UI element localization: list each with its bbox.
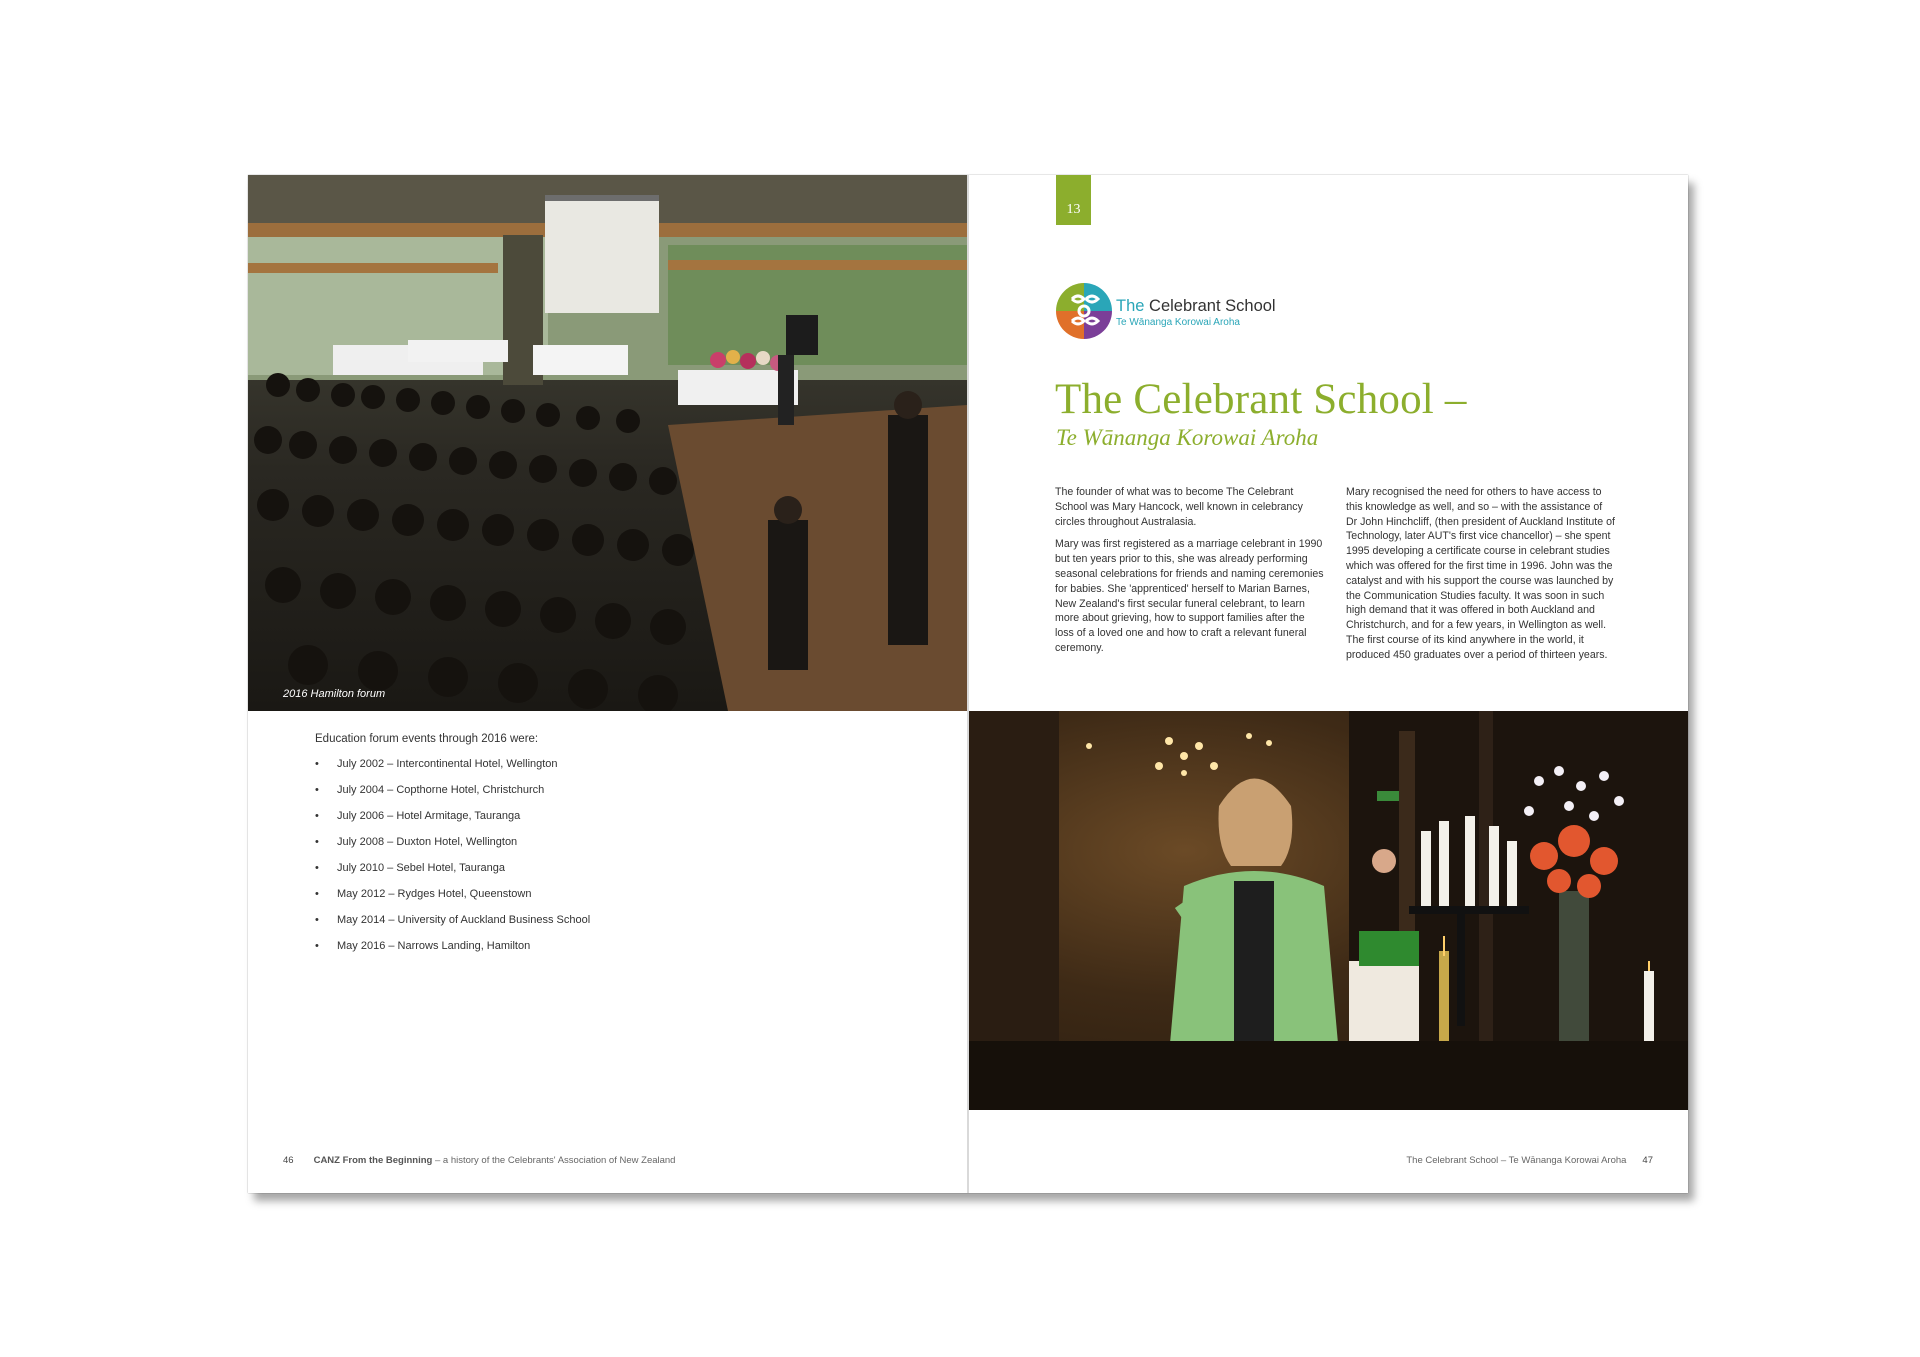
folio-text: The Celebrant School – Te Wānanga Korowai Aroha <box>1406 1155 1627 1166</box>
list-item: • May 2016 – Narrows Landing, Hamilton <box>315 939 590 965</box>
page-number: 47 <box>1642 1155 1653 1166</box>
paragraph: Mary was first registered as a marriage celebrant in 1990 but ten years prior to this, she was already performing seasonal celebrations for friends and naming ceremonies for babies. She 'apprenticed' herself to Marian Barnes, New Zealand's first secular funeral celebrant, to learn more about grieving, how to support families after the loss of a loved one and how to craft a relevant funeral ceremony. <box>1055 538 1324 654</box>
list-item: • July 2010 – Sebel Hotel, Tauranga <box>315 861 590 887</box>
logo-word-the: The <box>1116 297 1145 315</box>
forum-events-list <box>315 757 590 965</box>
article-title: The Celebrant School – <box>1055 376 1467 423</box>
paragraph: The founder of what was to become The Celebrant School was Mary Hancock, well known in celebrancy circles throughout Australasia. <box>1055 486 1303 528</box>
list-item: • July 2004 – Copthorne Hotel, Christchurch <box>315 783 590 809</box>
candle-lighting-photo <box>969 711 1688 1110</box>
right-page <box>969 175 1688 1193</box>
celebrant-school-logo <box>1054 277 1294 347</box>
folio-title: CANZ From the Beginning <box>313 1155 433 1166</box>
logo-wordmark <box>1116 297 1276 316</box>
logo-subtitle: Te Wānanga Korowai Aroha <box>1116 317 1240 328</box>
body-column-1 <box>1055 485 1325 664</box>
left-folio <box>283 1155 675 1166</box>
folio-subtitle: – a history of the Celebrants' Association of New Zealand <box>432 1155 676 1166</box>
paragraph: Mary recognised the need for others to have access to this knowledge as well, and so – with the assistance of Dr John Hinchcliff, (then president of Auckland Institute of Technology, later AUT's first vice chancellor) – she spent 1995 developing a certificate course in celebrant studies which was offered for the first time in 1996. John was the catalyst and with his support the course was launched by the Communication Studies faculty. It was soon in such high demand that it was offered in both Auckland and Christchurch, and for a few years, in Wellington as well. The first course of its kind anywhere in the world, it produced 450 graduates over a period of thirteen years. <box>1346 486 1615 661</box>
article-subtitle: Te Wānanga Korowai Aroha <box>1056 425 1319 450</box>
list-item: • July 2002 – Intercontinental Hotel, Wellington <box>315 757 590 783</box>
chapter-number-tab: 13 <box>1056 175 1091 225</box>
body-column-2 <box>1346 485 1616 671</box>
forum-list-intro: Education forum events through 2016 were: <box>315 733 539 745</box>
list-item: • May 2012 – Rydges Hotel, Queenstown <box>315 887 590 913</box>
list-item: • July 2008 – Duxton Hotel, Wellington <box>315 835 590 861</box>
list-item: • May 2014 – University of Auckland Business School <box>315 913 590 939</box>
page-number: 46 <box>283 1155 294 1166</box>
forum-hall-photo <box>248 175 967 711</box>
right-folio <box>1406 1155 1653 1166</box>
logo-name: Celebrant School <box>1144 297 1276 315</box>
magazine-spread <box>248 175 1688 1193</box>
koru-logo-icon <box>1054 277 1114 347</box>
photo-caption: 2016 Hamilton forum <box>283 688 386 700</box>
left-page <box>248 175 967 1193</box>
list-item: • July 2006 – Hotel Armitage, Tauranga <box>315 809 590 835</box>
